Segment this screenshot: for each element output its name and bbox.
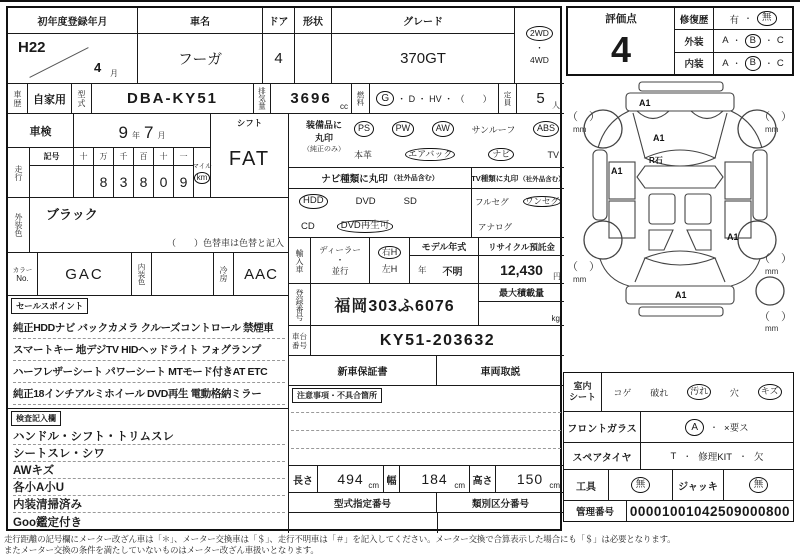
ac-label: 冷房	[214, 253, 234, 296]
digit-header: 一	[174, 148, 194, 166]
caution-line	[291, 412, 561, 413]
color-no-value: GAC	[38, 253, 132, 296]
c-pillar-right	[715, 258, 725, 282]
sales-line: 純正HDDナビ バックカメラ クルーズコントロール 禁煙車	[13, 317, 285, 339]
management-number-value: 00001001042509000800	[629, 503, 791, 519]
drive-2wd-circled: 2WD	[526, 26, 553, 41]
shape-header: 形状	[295, 8, 332, 34]
equipment-row2	[351, 143, 562, 166]
door-header: ドア	[263, 8, 295, 34]
recycle-fee-cell: リサイクル預託金 12,430 円	[479, 238, 564, 284]
registration-value: 福岡303ふ6076	[311, 284, 479, 326]
reg-month-unit: 月	[110, 69, 118, 78]
sales-line: 純正18インチアルミホイール DVD再生 電動格納ミラー	[13, 383, 285, 405]
right-handle-circled: 右H	[378, 246, 402, 260]
grade-header: グレード	[332, 8, 515, 34]
rear-bottom-strip	[639, 307, 723, 316]
digit-header: 千	[114, 148, 134, 166]
chassis-label: 車台 番号	[289, 326, 311, 356]
km-circled: km	[194, 172, 211, 185]
mileage-unit-cell	[194, 148, 210, 198]
seat-yogore-circled: 汚れ	[687, 384, 711, 400]
recycle-fee-unit: 円	[553, 272, 561, 281]
rear-deck-left	[649, 230, 673, 250]
rear-door-left	[609, 201, 635, 238]
capacity-value: 5 人	[517, 84, 564, 114]
seat-condition-row: 室内 シート コゲ 破れ 汚れ 穴 キズ	[564, 373, 793, 412]
model-year-cell: モデル年式 年 不明	[410, 238, 479, 284]
mile-label: マイル	[192, 162, 212, 170]
reg-year: H22	[18, 39, 46, 56]
displacement-unit: cc	[340, 102, 348, 111]
seat-yabure: 破れ	[650, 387, 669, 398]
length-value: 494 cm	[318, 466, 384, 493]
spare-tire	[756, 277, 784, 305]
type-number-divider	[437, 513, 438, 533]
windshield-a-circled: A	[685, 419, 704, 436]
history-label: 車歴	[8, 84, 28, 114]
rear-fender-left	[600, 259, 629, 286]
sales-points-section	[8, 296, 288, 409]
reg-month: 4	[94, 60, 102, 75]
digit-value: 3	[114, 166, 134, 198]
max-load-cell: 最大積載量 kg	[479, 284, 564, 326]
rear-glass	[645, 251, 715, 265]
equip-aw-circled: AW	[432, 121, 454, 137]
digit-value: 8	[94, 166, 114, 198]
mileage-sign-value	[30, 166, 74, 198]
svg-text:mm: mm	[765, 324, 779, 332]
fuel-g-circled: G	[376, 91, 394, 106]
fuel-value	[370, 84, 499, 114]
jack-none-circled: 無	[749, 477, 769, 493]
spare-missing: 欠	[754, 452, 764, 463]
tv-type-header: TV種類に丸印 （社外品含む）	[472, 168, 564, 189]
inspector-notes-section	[8, 409, 288, 533]
digit-value: 0	[154, 166, 174, 198]
equip-tv: TV	[547, 149, 559, 160]
inspection-label: 車検	[8, 114, 74, 148]
import-dealer-cell: ディーラー ・ 並行	[311, 238, 370, 284]
headlight-arc-right	[691, 111, 723, 119]
displacement-value: 3696 cc	[271, 84, 352, 114]
car-damage-diagram	[565, 80, 795, 332]
height-value: 150 cm	[496, 466, 564, 493]
equip-abs-circled: ABS	[533, 121, 559, 137]
floor-hexagon	[637, 166, 723, 188]
length-label: 長さ	[289, 466, 318, 493]
door-value: 4	[263, 34, 295, 84]
mark-a1-hood: A1	[653, 133, 665, 143]
mileage-label: 走行	[8, 148, 30, 198]
left-handle: 左H	[381, 264, 398, 275]
shift-value: FAT	[228, 147, 271, 170]
sales-line: ハーフレザーシート パワーシート MTモード付きAT ETC	[13, 361, 285, 383]
mm-mark-spare: （ ）	[759, 311, 792, 323]
nav-dvd-play-circled: DVD再生可	[337, 220, 394, 232]
score-label: 評価点	[605, 13, 637, 25]
rear-fender-right	[731, 259, 760, 286]
inspection-value: 9 年 7 月	[74, 114, 210, 148]
interior-b-circled: B	[745, 56, 761, 70]
equip-airbag-circled: エアバック	[405, 148, 455, 162]
spare-repair-kit: 修理KIT	[698, 452, 733, 463]
displacement-label: 排気量	[254, 84, 271, 114]
svg-text:mm: mm	[573, 125, 587, 134]
tool-none-circled: 無	[631, 477, 651, 493]
reg-date-header: 初年度登録年月	[8, 8, 138, 34]
nav-sd: SD	[403, 196, 417, 207]
evaluation-box	[566, 6, 794, 76]
width-value: 184 cm	[400, 466, 470, 493]
caution-section	[289, 386, 564, 466]
tv-type-row2	[472, 214, 564, 239]
interior-grade-row: 内装 A ・ B ・ C	[675, 53, 792, 74]
spare-tire-row: スペアタイヤ T ・ 修理KIT ・ 欠	[564, 443, 793, 470]
capacity-label: 定員	[499, 84, 517, 114]
handle-position-cell	[370, 238, 410, 284]
rear-wheel-left	[584, 221, 622, 259]
exterior-color-label: 外装色	[8, 198, 30, 253]
shape-value	[295, 34, 332, 84]
seat-ana: 穴	[729, 387, 739, 398]
sales-line: スマートキー 地デジTV HIDヘッドライト フォグランプ	[13, 339, 285, 361]
tv-analog: アナログ	[478, 221, 513, 232]
score-cell	[568, 8, 675, 74]
nav-type-section	[289, 168, 472, 238]
mm-mark-bottom-right: （ ）	[759, 253, 792, 265]
mileage-sign-header: 記号	[30, 148, 74, 166]
interior-color-label: 内装色	[132, 253, 152, 296]
max-load-unit: kg	[551, 314, 560, 323]
condition-table	[563, 372, 794, 522]
shift-label: シフト	[236, 118, 263, 128]
recycle-fee-value: 12,430	[500, 262, 543, 278]
history-value: 自家用	[28, 84, 72, 114]
warranty-cell: 新車保証書	[289, 356, 437, 386]
nav-hdd-circled: HDD	[299, 194, 328, 208]
repair-history-row: 修復歴 有 ・ 無	[675, 8, 792, 30]
sales-points-tab: セールスポイント	[11, 298, 88, 314]
nav-type-header: ナビ種類に丸印 （社外品含む）	[289, 168, 471, 189]
left-sill	[593, 150, 607, 220]
equipment-label: 装備品に 丸印 （純正のみ）	[303, 120, 345, 153]
exterior-b-circled: B	[745, 34, 761, 48]
main-table	[6, 6, 565, 531]
windshield-row: フロントガラス A ・ ×要ス	[564, 412, 793, 443]
fuel-options: ・ D ・ HV ・ （ ）	[397, 94, 492, 104]
svg-text:mm: mm	[765, 125, 779, 134]
import-label: 輸入車	[289, 238, 311, 284]
right-sill	[753, 150, 767, 220]
model-code-label: 型式	[72, 84, 92, 114]
equip-ps-circled: PS	[354, 121, 374, 137]
tools-row: 工具 無 ジャッキ 無	[564, 470, 793, 501]
caution-tab: 注意事項・不具合箇所	[292, 388, 382, 403]
note-line: ハンドル・シフト・トリムスレ	[13, 428, 285, 445]
mm-mark-top-left: （ ）	[567, 111, 600, 123]
rear-deck-right	[687, 230, 711, 250]
equip-sunroof: サンルーフ	[471, 124, 516, 135]
drive-dot: ・	[535, 43, 544, 54]
drive-type-cell	[515, 8, 564, 84]
front-door-right	[725, 162, 751, 199]
type-designation-header: 型式指定番号	[289, 493, 437, 513]
exterior-color-value	[30, 198, 288, 253]
seat-koge: コゲ	[613, 387, 632, 398]
mark-stone-chip: R石	[649, 156, 663, 165]
note-line: AWキズ	[13, 462, 285, 479]
c-pillar-left	[635, 258, 645, 282]
reg-date-value	[8, 34, 138, 84]
equip-leather: 本革	[354, 150, 373, 160]
interior-color-value	[152, 253, 214, 296]
note-line: 各小A小U	[13, 479, 285, 496]
tv-type-section	[472, 168, 564, 238]
a-pillar-left	[633, 113, 645, 158]
width-label: 幅	[384, 466, 400, 493]
digit-header: 十	[154, 148, 174, 166]
color-change-note: （ ）色替車は色替と記入	[166, 238, 284, 248]
mm-mark-top-right: （ ）	[759, 111, 792, 123]
seat-kizu-circled: キズ	[758, 384, 782, 400]
equipment-section	[289, 114, 564, 168]
manual-cell: 車両取説	[437, 356, 564, 386]
repair-no-circled: 無	[757, 11, 777, 25]
digit-value: 9	[174, 166, 194, 198]
digit-header: 十	[74, 148, 94, 166]
color-no-label: カラー No.	[8, 253, 38, 296]
spare-t: T	[670, 450, 677, 462]
seat-left	[649, 194, 675, 224]
caution-line	[291, 448, 561, 449]
svg-text:mm: mm	[573, 275, 587, 284]
mark-a1-rear-bumper: A1	[675, 290, 687, 300]
nav-type-row2	[289, 214, 471, 239]
windshield-note: ×要ス	[724, 423, 749, 434]
note-line: Goo鑑定付き	[13, 516, 82, 529]
grade-value: 370GT	[332, 34, 515, 84]
note-line: シートスレ・シワ	[13, 445, 285, 462]
ac-value: AAC	[234, 253, 288, 296]
equip-pw-circled: PW	[392, 121, 415, 137]
scan-edge-line	[0, 0, 800, 2]
mark-a1-front-bumper: A1	[639, 98, 651, 108]
exterior-grade-row: 外装 A ・ B ・ C	[675, 30, 792, 52]
footer-note	[4, 534, 798, 557]
exterior-color-name: ブラック	[46, 207, 98, 222]
digit-header: 百	[134, 148, 154, 166]
mm-mark-bottom-left: （ ）	[567, 261, 600, 273]
caution-line	[291, 430, 561, 431]
footer-line2: またメーター交換の条件を満たしていないものはメーター改ざん車扱いとなります。	[4, 545, 319, 556]
note-line: 内装清掃済み	[13, 496, 285, 513]
capacity-unit: 人	[552, 101, 560, 110]
digit-value: 8	[134, 166, 154, 198]
mark-a1-left-door: A1	[611, 166, 623, 176]
front-fender-right	[731, 111, 762, 148]
equipment-row1	[351, 116, 562, 142]
nav-dvd: DVD	[355, 196, 376, 207]
inspector-notes-tab: 検査記入欄	[11, 411, 61, 426]
tv-fullseg: フルセグ	[475, 196, 509, 207]
tv-type-row1	[472, 189, 564, 214]
chassis-value: KY51-203632	[311, 326, 564, 356]
fuel-label: 燃料	[352, 84, 370, 114]
nav-type-row1	[289, 189, 471, 214]
a-pillar-right	[715, 113, 727, 158]
shift-cell	[210, 114, 288, 198]
drive-4wd: 4WD	[530, 55, 549, 66]
car-name-header: 車名	[138, 8, 263, 34]
footer-line1: 走行距離の記号欄にメーター改ざん車は「＊」、メーター交換車は「＄」、走行不明車は「＃」を記入してください。メーター交換で合算表示した場合にも「＄」は必要となります。	[4, 534, 676, 544]
management-number-row: 管理番号 00001001042509000800	[564, 501, 793, 521]
front-fender-left	[598, 111, 629, 148]
score-value: 4	[610, 29, 632, 70]
car-name-value: フーガ	[138, 34, 263, 84]
repair-yes: 有	[729, 14, 739, 26]
tv-oneseg-circled: ワンセグ	[524, 195, 559, 206]
height-label: 高さ	[470, 466, 496, 493]
mark-a1-right-rear: A1	[727, 232, 739, 242]
digit-value	[74, 166, 94, 198]
front-top-strip	[639, 82, 723, 91]
digit-header: 万	[94, 148, 114, 166]
svg-text:mm: mm	[765, 267, 779, 276]
classification-header: 類別区分番号	[437, 493, 564, 513]
model-code-value: DBA-KY51	[92, 84, 254, 114]
nav-cd: CD	[301, 221, 315, 232]
equip-navi-circled: ナビ	[488, 148, 514, 162]
seat-right	[685, 194, 711, 224]
registration-label: 登録番号	[289, 284, 311, 326]
headlight-arc-left	[637, 111, 669, 119]
